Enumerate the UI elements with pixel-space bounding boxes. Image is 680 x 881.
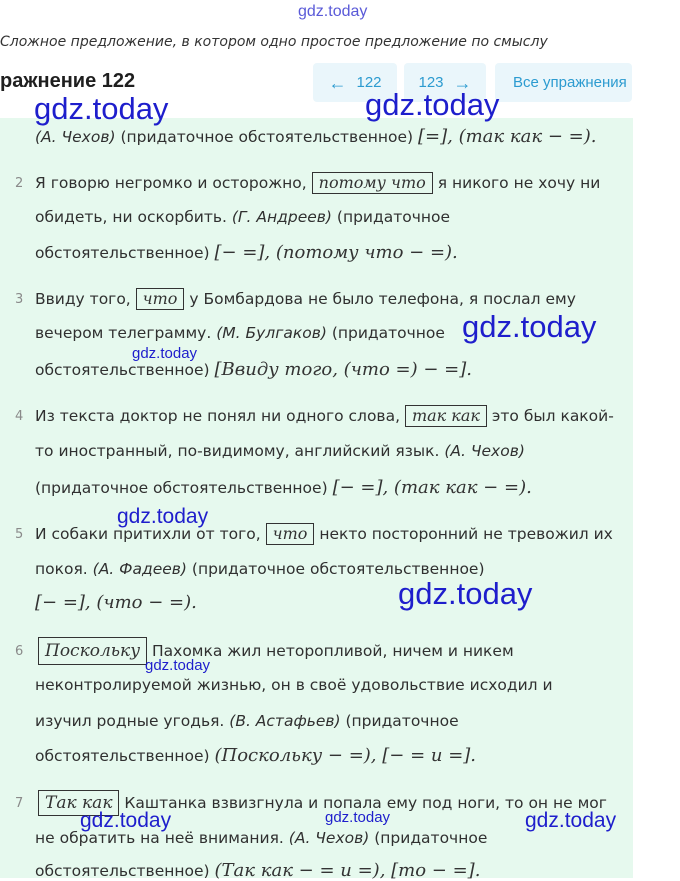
intro-text: Сложное предложение, в котором одно простое предложение по смыслу: [0, 34, 548, 50]
conjunction-box: так как: [405, 405, 487, 427]
item-number: 4: [15, 409, 24, 424]
item-number: 7: [15, 796, 24, 811]
item-number: 6: [15, 644, 24, 659]
item-number: 3: [15, 292, 24, 307]
conjunction-box: Поскольку: [38, 637, 147, 665]
prev-exercise-label: 122: [356, 74, 382, 91]
conjunction-box: Так как: [38, 790, 119, 816]
arrow-right-icon: →: [453, 72, 472, 93]
watermark: gdz.today: [462, 309, 597, 344]
conjunction-box: что: [266, 523, 315, 545]
item-2-line-2: обидеть, ни оскорбить. (Г. Андреев) (придаточное: [35, 208, 451, 226]
item-number: 5: [15, 527, 24, 542]
item-4-line-3: (придаточное обстоятельственное) [− =], (так как − =).: [35, 477, 532, 498]
watermark: gdz.today: [80, 809, 172, 832]
item-7-line-1: Так как Каштанка взвизгнула и попала ему под ноги, то он не мог: [38, 790, 607, 816]
item-4-line-2: то иностранный, по-видимому, английский язык. (А. Чехов): [35, 442, 525, 460]
watermark: gdz.today: [365, 87, 500, 122]
watermark: gdz.today: [34, 91, 169, 126]
item-6-line-1: Поскольку Пахомка жил неторопливой, ничем и никем: [38, 637, 514, 665]
watermark: gdz.today: [325, 809, 391, 826]
next-exercise-label: 123: [418, 74, 444, 91]
prev-exercise-button[interactable]: [313, 63, 397, 102]
all-exercises-label: Все упражнения: [513, 74, 627, 91]
item-6-line-3: изучил родные угодья. (В. Астафьев) (придаточное: [35, 712, 459, 730]
item-6-line-2: неконтролируемой жизнью, он в своё удовольствие исходил и: [35, 676, 553, 694]
item-6-line-4: обстоятельственное) (Поскольку − =), [− = и =].: [35, 745, 477, 766]
watermark: gdz.today: [132, 345, 198, 362]
item-4-line-1: Из текста доктор не понял ни одного слова, так как это был какой-: [35, 406, 614, 425]
arrow-left-icon: ←: [328, 72, 347, 93]
conjunction-box: потому что: [312, 172, 433, 194]
item-5-line-1: И собаки притихли от того, что некто посторонний не тревожил их: [35, 524, 613, 543]
exercise-title: ражнение 122: [0, 70, 136, 92]
item-3-line-2: вечером телеграмму. (М. Булгаков) (придаточное: [35, 324, 445, 342]
item-2-line-3: обстоятельственное) [− =], (потому что − =).: [35, 242, 458, 263]
watermark: gdz.today: [117, 505, 209, 528]
item-7-line-2: не обратить на неё внимания. (А. Чехов) (придаточное: [35, 829, 488, 847]
item-2-line-1: Я говорю негромко и осторожно, потому что я никого не хочу ни: [35, 173, 601, 192]
item-7-line-3: обстоятельственное) (Так как − = и =), [то − =].: [35, 860, 481, 881]
watermark: gdz.today: [525, 809, 617, 832]
watermark-top: gdz.today: [298, 3, 368, 20]
watermark: gdz.today: [398, 576, 533, 611]
item-5-line-3: [− =], (что − =).: [35, 592, 197, 613]
conjunction-box: что: [136, 288, 185, 310]
item-number: 2: [15, 176, 24, 191]
item-3-line-1: Ввиду того, что у Бомбардова не было телефона, я послал ему: [35, 289, 576, 308]
watermark: gdz.today: [145, 657, 211, 674]
all-exercises-button[interactable]: [495, 63, 632, 102]
item-1-line-1: (А. Чехов) (придаточное обстоятельственное) [=], (так как − =).: [35, 126, 597, 147]
item-3-line-3: обстоятельственное) [Ввиду того, (что =) − =].: [35, 359, 472, 380]
item-5-line-2: покоя. (А. Фадеев) (придаточное обстоятельственное): [35, 560, 485, 578]
next-exercise-button[interactable]: [404, 63, 486, 102]
